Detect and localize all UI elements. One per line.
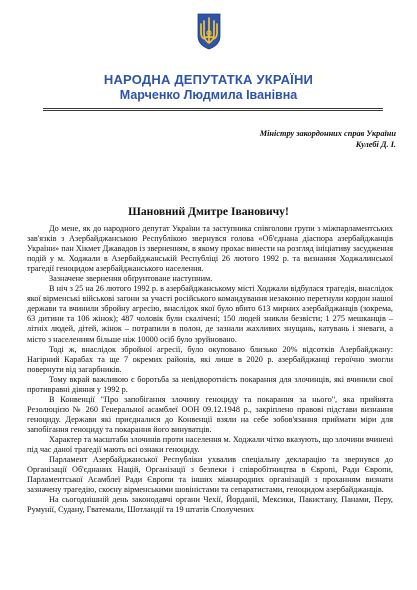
paragraph: Парламент Азербайджанської Республіки ухвалив спеціальну декларацію та звернувся до Організації Об'єднаних Націй, Організації з безпеки і співробітництва в Європі, Ради Європи, Парламентської Асамблеї Ради Європи та інших міжнародних організацій з проханням визнати зазначену трагедію, скоєну вірменськими шовіністами та сепаратистами, геноцидом азербайджанців. <box>27 455 393 495</box>
header-divider-bottom <box>43 110 383 111</box>
paragraph: Характер та масштаби злочинів проти населення м. Ходжали чітко вказують, що злочини вчинені під час даної трагедії мають всі ознаки геноциду. <box>27 434 393 455</box>
header-deputy-name: Марченко Людмила Іванівна <box>119 88 298 102</box>
letter-body <box>27 224 393 515</box>
addressee-position: Міністру закордонних справ України <box>259 129 396 138</box>
paragraph: Тоді ж, внаслідок збройної агресії, було окуповано близько 20% відсотків Азербайджану: Нагірний Карабах та ще 7 окремих районів, які лише в 2020 р. азербайджанці героїчно змогли повернути від загарбників. <box>27 344 393 374</box>
paragraph: В ніч з 25 на 26 лютого 1992 р. в азербайджанському місті Ходжали відбулася трагедія, внаслідок якої вірменські військові загони за участі російського командування незаконно перетнули кордон нашої держави та вчинили збройну агресію, внаслідок якої було вбито 613 мирних азербайджанців (зокрема, 63 дитини та 106 жінок); 487 чоловік були скалічені; 150 людей зникли безвісти; 1 275 мешканців – літніх людей, дітей, жінок – потрапили в полон, де зазнали жахливих знущань, катувань і зневаги, а місто з населенням більше ніж 10000 осіб було зруйновано. <box>27 284 393 344</box>
addressee-name: Кулебі Д. І. <box>355 140 396 149</box>
paragraph: До мене, як до народного депутат України та заступника співголови групи з міжпарламентських зав'язків з Азербайджанською Республікою звернувся голова «Об'єднана діаспора азербайджанців України» пан Хікмет Джавадов із зверненням, в якому прохає винести на розгляд ініціативу засудження подій у м. Ходжали в Азербайджанській Республіці 26 лютого 1992 р. та визнання Ходжалинської трагедії геноцидом азербайджанського населення. <box>27 224 393 274</box>
coat-of-arms-icon <box>196 12 222 50</box>
paragraph: В Конвенції "Про запобігання злочину геноциду та покарання за нього", яка прийнята Резолюцією № 260 Генеральної асамблеї ООН 09.12.1948 р., закріплено правові підстави визнання геноциду. Держави які приєдналися до Конвенції взяли на себе зобов'язання приймати міри для запобігання геноциду та покарання його винуватців. <box>27 394 393 434</box>
salutation: Шановний Дмитре Івановичу! <box>128 205 289 218</box>
paragraph: Тому вкрай важливою є боротьба за невідворотність покарання для злочинців, які вчинили свої противравні діяння у 1992 р. <box>27 374 393 394</box>
paragraph: Зазначене звернення обґрунтоване наступним. <box>49 274 213 284</box>
paragraph: На сьогоднішній день законодавчі органи Чехії, Йорданії, Мексики, Пакистану, Панами, Перу, Румунії, Судану, Гватемали, Шотландії та 19 штатів Сполучених <box>27 495 393 515</box>
header-divider-top <box>43 108 383 109</box>
header-title: НАРОДНА ДЕПУТАТКА УКРАЇНИ <box>103 72 314 87</box>
